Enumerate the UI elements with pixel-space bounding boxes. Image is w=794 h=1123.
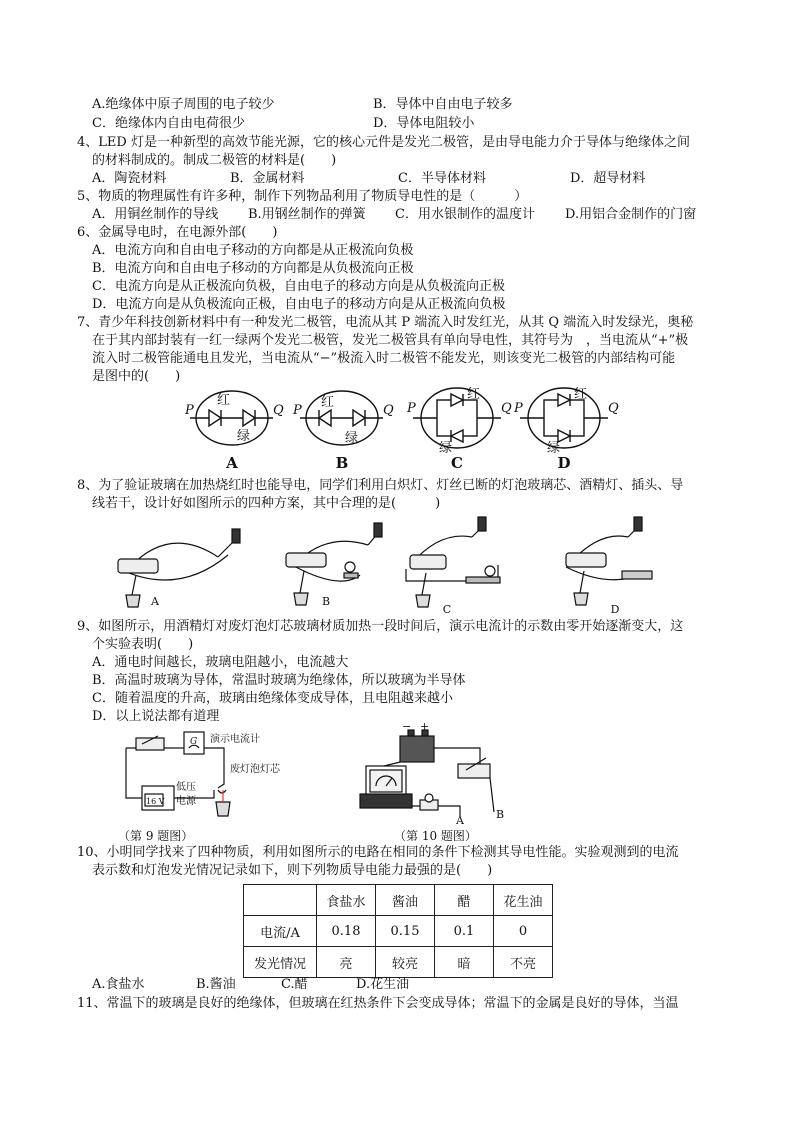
- q7-diode-options-figure: [185, 384, 619, 474]
- q6-option-b: B．电流方向和自由电子移动的方向都是从负极流向正极: [92, 261, 414, 276]
- q9-option-d: D．以上说法都有道理: [92, 709, 220, 724]
- q7-stem-line3: 流入时二极管能通电且发光，当电流从“−”极流入时二极管不能发光，则该变光二极管的内部结构可能: [92, 351, 676, 366]
- q8-label-d: D: [610, 603, 620, 616]
- q6-option-c: C．电流方向是从正极流向负极，自由电子的移动方向是从负极流向正极: [92, 279, 505, 294]
- q6-stem: 6、金属导电时，在电源外部( ): [77, 225, 278, 240]
- q8-stem-line2: 线若干，设计好如图所示的四种方案，其中合理的是( ): [92, 496, 441, 511]
- q3-option-a: A.绝缘体中原子周围的电子较少: [92, 97, 275, 112]
- q7-option-d-diagram: [520, 388, 608, 448]
- q7-d-red-label: 红: [574, 387, 588, 402]
- q4-option-b: B．金属材料: [230, 171, 305, 186]
- q4-stem-line1: 4、LED 灯是一种新型的高效节能光源，它的核心元件是发光二极管，是由导电能力介于导体与绝缘体之间: [77, 135, 690, 150]
- table-row: [244, 947, 553, 978]
- q8-label-a: A: [151, 595, 159, 608]
- fig10-terminal-b: B: [496, 808, 505, 821]
- q4-stem-line2: 的材料制成的。制成二极管的材料是( ): [92, 153, 337, 168]
- q4-option-d: D．超导材料: [570, 171, 646, 186]
- q7-stem-line2: 在于其内部封装有一红一绿两个发光二极管，发光二极管具有单向导电性，其符号为 ，当电流从“+”极: [92, 333, 689, 348]
- table-cell: 0.1: [435, 916, 494, 947]
- fig10-circuit: [360, 720, 540, 827]
- q10-option-a: A.食盐水: [92, 977, 145, 992]
- q10-data-table: [243, 884, 553, 978]
- q7-option-b-diagram: [300, 391, 383, 445]
- q10-option-b: B.酱油: [196, 977, 236, 992]
- q7-b-green-label: 绿: [345, 431, 359, 446]
- table-row: [244, 916, 553, 947]
- table-header-cell: 花生油: [494, 885, 553, 916]
- q7-a-p-label: P: [185, 403, 194, 418]
- q8-circuit-options-figure: [110, 515, 670, 620]
- q5-option-d: D.用铝合金制作的门窗: [565, 207, 697, 222]
- table-header-cell: [244, 885, 317, 916]
- table-header-cell: 酱油: [376, 885, 435, 916]
- fig9-meter-symbol: G: [190, 737, 198, 747]
- q7-option-a-diagram: [190, 391, 273, 445]
- q5-stem: 5、物质的物理属性有许多种，制作下列物品利用了物质导电性的是（ ）: [77, 189, 528, 204]
- q10-stem-line2: 表示数和灯泡发光情况记录如下，则下列物质导电能力最强的是( ): [92, 863, 493, 878]
- q7-a-red-label: 红: [217, 393, 231, 408]
- table-cell: 亮: [317, 947, 376, 978]
- q7-c-red-label: 红: [467, 387, 481, 402]
- q10-stem-line1: 10、小明同学找来了四种物质，利用如图所示的电路在相同的条件下检测其导电性能。实验观测到的电流: [77, 845, 679, 860]
- q7-a-green-label: 绿: [237, 429, 251, 444]
- q8-option-b-circuit: [286, 523, 382, 605]
- q4-option-c: C．半导体材料: [398, 171, 486, 186]
- q7-b-p-label: P: [293, 403, 302, 418]
- q8-stem-line1: 8、为了验证玻璃在加热烧红时也能导电，同学们利用白炽灯、灯丝已断的灯泡玻璃芯、酒精灯、插头、导: [77, 478, 684, 493]
- q7-c-green-label: 绿: [439, 441, 453, 456]
- table-row: [244, 885, 553, 916]
- table-cell: 较亮: [376, 947, 435, 978]
- q7-c-q-label: Q: [501, 401, 512, 416]
- q5-option-b: B.用钢丝制作的弹簧: [248, 207, 366, 222]
- fig10-caption: （第 10 题图）: [394, 829, 477, 843]
- q4-option-a: A．陶瓷材料: [92, 171, 167, 186]
- q9-option-a: A．通电时间越长，玻璃电阻越小，电流越大: [92, 655, 349, 670]
- q8-option-d-circuit: [566, 517, 652, 605]
- q7-d-q-label: Q: [608, 401, 619, 416]
- q6-option-a: A．电流方向和自由电子移动的方向都是从正极流向负极: [92, 243, 414, 258]
- q7-stem-line1: 7、青少年科技创新材料中有一种发光二极管，电流从其 P 端流入时发红光，从其 Q 端流入时发绿光，奥秘: [77, 315, 694, 330]
- q7-label-b: B: [335, 454, 349, 472]
- q7-d-green-label: 绿: [547, 441, 561, 456]
- fig9-circuit: [118, 728, 308, 828]
- q8-option-a-circuit: [118, 529, 240, 607]
- q7-stem-line4: 是图中的( ): [92, 369, 181, 384]
- table-cell: 0.15: [376, 916, 435, 947]
- q5-option-c: C．用水银制作的温度计: [395, 207, 535, 222]
- q7-b-q-label: Q: [383, 403, 394, 418]
- q7-b-red-label: 红: [321, 395, 335, 410]
- q11-stem-line1: 11、常温下的玻璃是良好的绝缘体，但玻璃在红热条件下会变成导体；常温下的金属是良好的导体，当温: [77, 996, 679, 1011]
- q8-label-b: B: [321, 595, 331, 608]
- q9-stem-line1: 9、如图所示，用酒精灯对废灯泡灯芯玻璃材质加热一段时间后，演示电流计的示数由零开始逐渐变大，这: [77, 619, 684, 634]
- q7-label-a: A: [226, 454, 238, 472]
- fig9-supply-label1: 低压: [176, 782, 196, 793]
- table-cell: 暗: [435, 947, 494, 978]
- table-cell: 不亮: [494, 947, 553, 978]
- fig9-core-label: 废灯泡灯芯: [230, 764, 280, 775]
- q3-option-c: C．绝缘体内自由电荷很少: [92, 116, 245, 131]
- q3-option-b: B．导体中自由电子较多: [373, 97, 513, 112]
- q9-option-c: C．随着温度的升高，玻璃由绝缘体变成导体，且电阻越来越小: [92, 691, 453, 706]
- q9-option-b: B．高温时玻璃为导体，常温时玻璃为绝缘体，所以玻璃为半导体: [92, 673, 466, 688]
- q7-label-c: C: [451, 454, 463, 472]
- table-cell: 发光情况: [244, 947, 317, 978]
- q6-option-d: D．电流方向是从负极流向正极，自由电子的移动方向是从正极流向负极: [92, 297, 506, 312]
- fig9-supply-label2: 电源: [176, 796, 196, 807]
- table-cell: 电流/A: [244, 916, 317, 947]
- q10-option-d: D.花生油: [356, 977, 410, 992]
- table-cell: 0.18: [317, 916, 376, 947]
- fig9-caption: （第 9 题图）: [118, 829, 194, 843]
- q10-option-c: C.醋: [281, 977, 308, 992]
- table-header-cell: 食盐水: [317, 885, 376, 916]
- q8-label-c: C: [442, 603, 452, 616]
- fig10-plus-label: +: [420, 720, 430, 733]
- q7-c-p-label: P: [407, 401, 416, 416]
- q7-option-c-diagram: [413, 388, 501, 448]
- q3-option-d: D．导体电阻较小: [373, 116, 475, 131]
- fig10-minus-label: −: [402, 720, 412, 733]
- fig9-supply-voltage: 16 V: [146, 797, 165, 806]
- fig10-terminal-a: A: [456, 814, 464, 827]
- q8-option-c-circuit: [406, 517, 500, 607]
- q7-d-p-label: P: [514, 401, 523, 416]
- q7-a-q-label: Q: [273, 403, 284, 418]
- table-header-cell: 醋: [435, 885, 494, 916]
- table-cell: 0: [494, 916, 553, 947]
- q7-label-d: D: [557, 454, 571, 472]
- q5-option-a: A．用铜丝制作的导线: [92, 207, 219, 222]
- q9-stem-line2: 个实验表明( ): [92, 637, 194, 652]
- fig9-meter-label: 演示电流计: [210, 734, 260, 745]
